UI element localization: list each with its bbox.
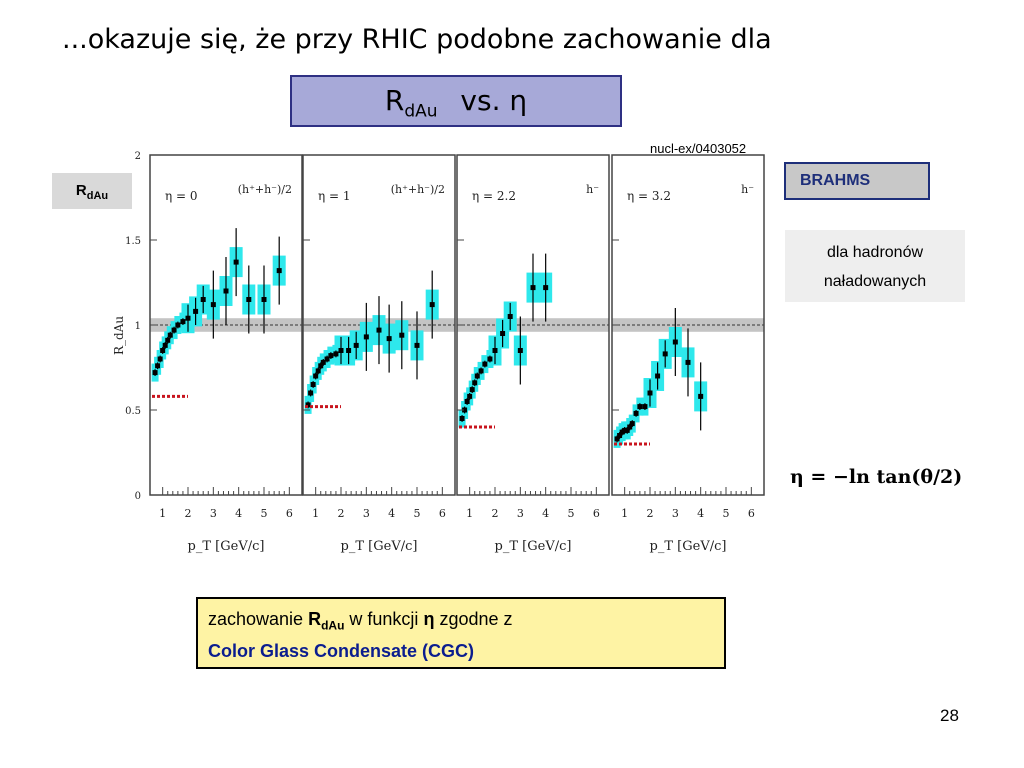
x-tick-label: 4 [235,507,243,520]
data-point [518,348,523,353]
conclusion-r-sub: dAu [321,618,345,633]
data-point [642,404,647,409]
x-tick-label: 1 [621,507,629,520]
data-point [377,328,382,333]
data-point [387,336,392,341]
data-point [493,348,498,353]
data-point [163,343,168,348]
x-tick-label: 1 [312,507,320,520]
x-tick-label: 5 [413,507,421,520]
data-point [673,340,678,345]
subtitle-box [290,75,622,127]
data-point [415,343,420,348]
data-point [180,319,185,324]
data-point [246,297,251,302]
conclusion-eta: η [423,609,435,629]
data-point [634,411,639,416]
y-tick-label: 1 [134,321,141,332]
subtitle-r: R [384,84,405,117]
data-point [153,370,158,375]
data-point [224,289,229,294]
data-point [193,309,198,314]
data-point [158,357,163,362]
x-tick-label: 3 [516,507,524,520]
data-point [165,338,170,343]
panel-species-label: (h⁺+h⁻)/2 [390,183,445,196]
data-point [354,343,359,348]
y-axis-label: R_dAu [112,315,126,355]
y-tick-label: 0.5 [125,406,141,417]
x-tick-label: 5 [567,507,575,520]
data-point [168,333,173,338]
x-axis-label: p_T [GeV/c] [340,539,418,554]
data-point [399,333,404,338]
data-point [262,297,267,302]
x-axis-label: p_T [GeV/c] [187,539,265,554]
x-tick-label: 6 [438,507,446,520]
panel-eta-label: η = 2.2 [472,189,516,203]
data-point [328,353,333,358]
conclusion-cgc: Color Glass Condensate (CGC) [208,640,475,661]
panel-eta-label: η = 3.2 [627,189,671,203]
panel-species-label: (h⁺+h⁻)/2 [237,183,292,196]
x-tick-label: 3 [671,507,679,520]
data-point [313,374,318,379]
data-point [467,394,472,399]
data-point [500,331,505,336]
page-number: 28 [940,706,959,725]
x-tick-label: 4 [542,507,550,520]
y-label-sub: dAu [86,190,109,202]
conclusion-box [196,597,726,669]
data-point [186,316,191,321]
x-tick-label: 4 [388,507,396,520]
data-point [479,368,484,373]
data-point [346,348,351,353]
panel-0 [150,155,302,495]
data-point [655,374,660,379]
note-line1: dla hadronów [826,244,924,261]
panel-species-label: h⁻ [586,183,599,196]
data-point [482,362,487,367]
panel-eta-label: η = 0 [165,189,198,203]
note-box [785,230,965,302]
x-tick-label: 2 [491,507,499,520]
x-tick-label: 4 [697,507,705,520]
data-point [637,404,642,409]
data-point [339,348,344,353]
data-point [531,285,536,290]
x-tick-label: 1 [466,507,474,520]
data-point [234,260,239,265]
x-tick-label: 3 [209,507,217,520]
panel-1 [303,155,455,495]
data-point [311,382,316,387]
data-point [277,268,282,273]
x-axis-label: p_T [GeV/c] [649,539,727,554]
panel-2 [457,155,609,495]
data-point [487,357,492,362]
conclusion-r: R [308,609,322,629]
data-point [364,334,369,339]
data-point [201,297,206,302]
subtitle-rest: vs. η [460,84,528,117]
x-tick-label: 6 [747,507,755,520]
x-axis-label: p_T [GeV/c] [494,539,572,554]
y-tick-label: 2 [134,151,141,162]
data-point [172,328,177,333]
conclusion-part2: w funkcji [344,609,424,629]
x-tick-label: 3 [362,507,370,520]
data-point [430,302,435,307]
data-point [686,360,691,365]
x-tick-label: 2 [646,507,654,520]
data-point [465,399,470,404]
data-point [543,285,548,290]
data-point [316,368,321,373]
data-point [308,391,313,396]
eta-formula: η = −ln tan(θ/2) [790,466,963,488]
x-tick-label: 6 [285,507,293,520]
data-point [698,394,703,399]
panel-3 [612,155,764,495]
data-point [460,416,465,421]
data-point [663,351,668,356]
data-point [160,348,165,353]
x-tick-label: 1 [159,507,167,520]
x-tick-label: 2 [337,507,345,520]
note-line2: naładowanych [823,273,927,290]
x-tick-label: 2 [184,507,192,520]
slide-headline: ...okazuje się, że przy RHIC podobne zachowanie dla [62,24,772,55]
x-tick-label: 6 [592,507,600,520]
experiment-box: BRAHMS [784,162,930,200]
x-tick-label: 5 [260,507,268,520]
data-point [175,323,180,328]
data-point [508,314,513,319]
panel-species-label: h⁻ [741,183,754,196]
data-point [470,387,475,392]
panel-eta-label: η = 1 [318,189,351,203]
conclusion-part1: zachowanie [208,609,309,629]
data-point [630,421,635,426]
y-label-r: R [75,182,87,199]
conclusion-part3: zgodne z [434,609,513,629]
data-point [333,351,338,356]
x-tick-label: 5 [722,507,730,520]
data-point [211,302,216,307]
data-point [475,374,480,379]
reference-label: nucl-ex/0403052 [650,141,747,156]
data-point [472,380,477,385]
y-tick-label: 0 [134,491,141,502]
y-tick-label: 1.5 [125,236,141,247]
data-point [648,391,653,396]
subtitle-sub: dAu [404,101,438,122]
data-point [155,363,160,368]
rdau-chart [105,140,775,570]
